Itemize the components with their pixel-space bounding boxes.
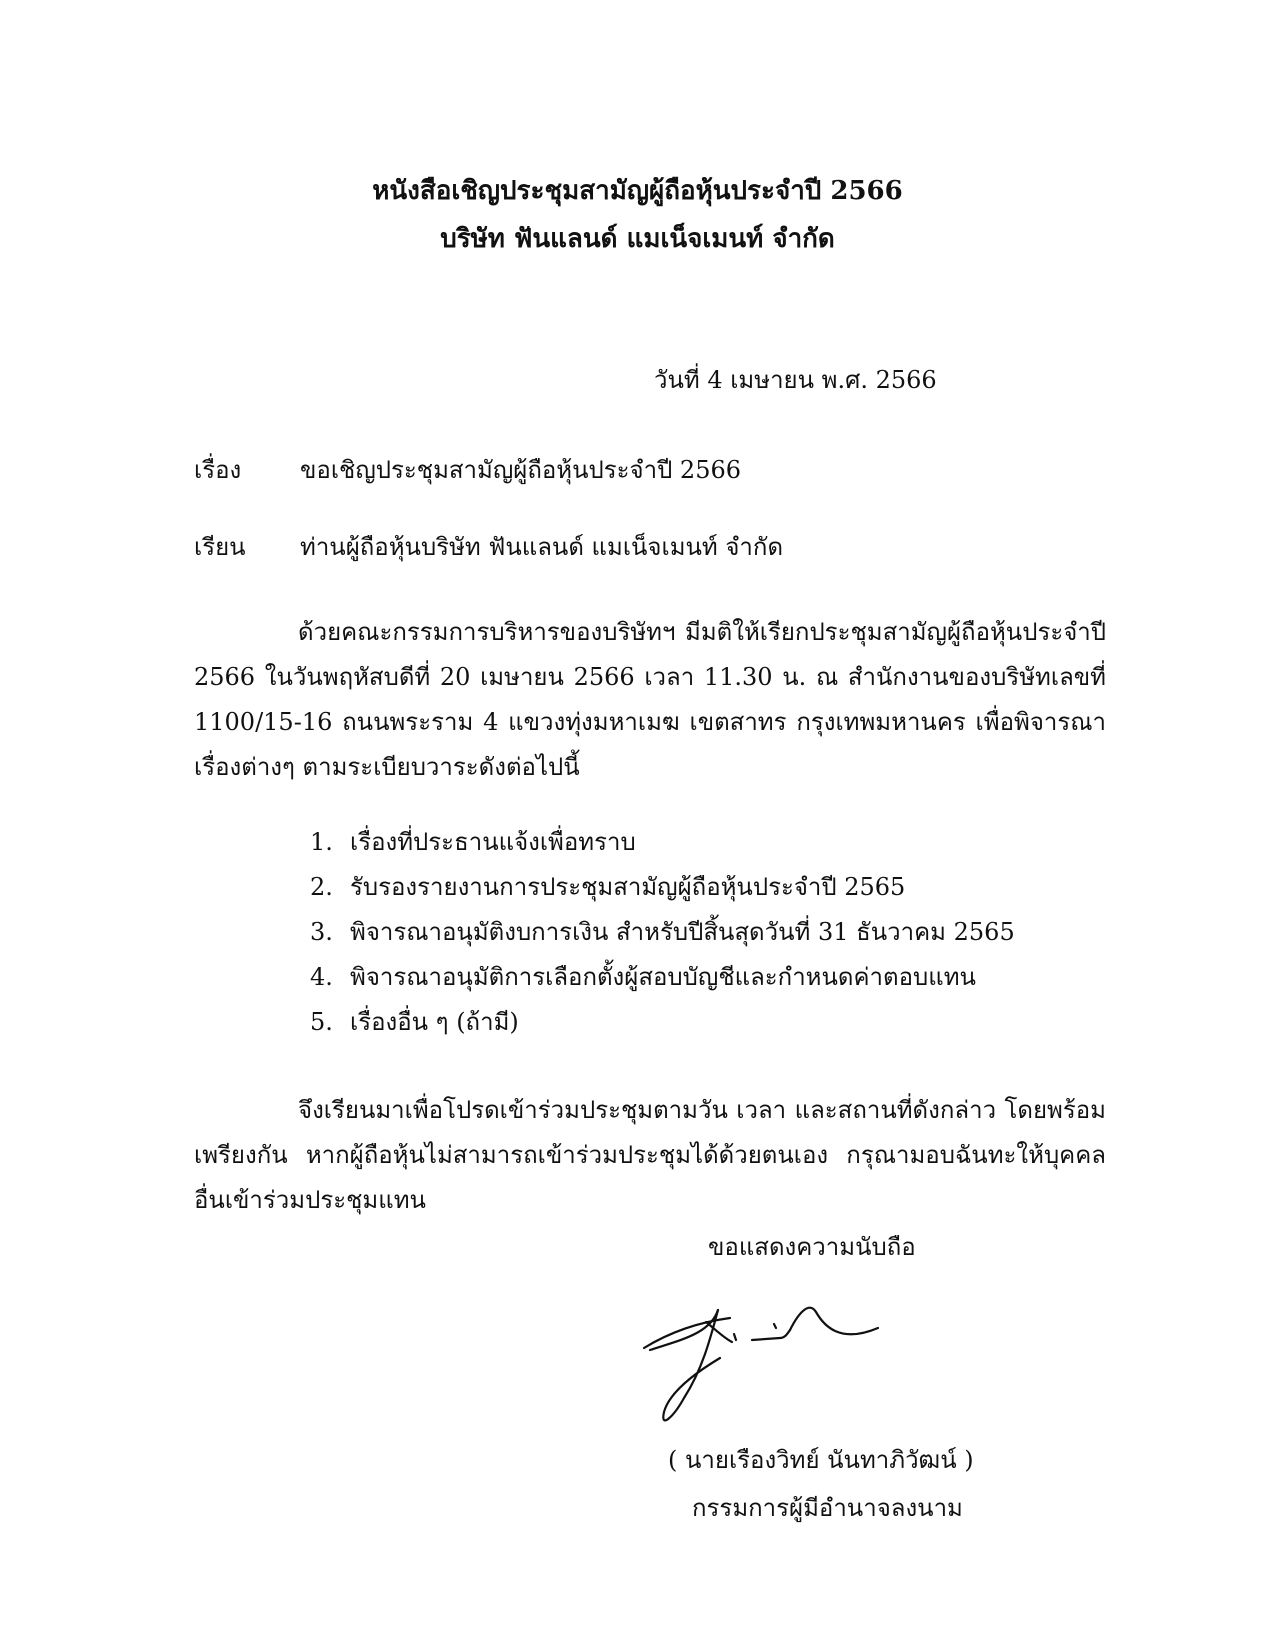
agenda-item-number: 2. xyxy=(310,873,333,901)
agenda-item xyxy=(310,1000,1015,1045)
signer-name: ( นายเรืองวิทย์ นันทาภิวัฒน์ ) xyxy=(668,1446,974,1474)
recipient-value: ท่านผู้ถือหุ้นบริษัท ฟันแลนด์ แมเน็จเมนท์ จำกัด xyxy=(300,533,784,561)
agenda-item-number: 4. xyxy=(310,963,333,991)
agenda-item xyxy=(310,820,1015,865)
agenda-item-number: 3. xyxy=(310,918,333,946)
agenda-item-text: รับรองรายงานการประชุมสามัญผู้ถือหุ้นประจำปี 2565 xyxy=(350,873,906,901)
company-name: บริษัท ฟันแลนด์ แมเน็จเมนท์ จำกัด xyxy=(440,224,835,254)
agenda-item xyxy=(310,910,1015,955)
recipient-label: เรียน xyxy=(194,533,246,561)
body-paragraph-closing: จึงเรียนมาเพื่อโปรดเข้าร่วมประชุมตามวัน เวลา และสถานที่ดังกล่าว โดยพร้อมเพรียงกัน หากผู้ถือหุ้นไม่สามารถเข้าร่วมประชุมได้ด้วยตนเอง กรุณามอบฉันทะให้บุคคลอื่นเข้าร่วมประชุมแทน xyxy=(194,1096,1106,1214)
agenda-list xyxy=(310,820,1015,1045)
agenda-item xyxy=(310,955,1015,1000)
signer-title: กรรมการผู้มีอำนาจลงนาม xyxy=(692,1494,963,1522)
agenda-item-text: เรื่องที่ประธานแจ้งเพื่อทราบ xyxy=(350,828,636,856)
signature-image xyxy=(640,1300,930,1440)
subject-value: ขอเชิญประชุมสามัญผู้ถือหุ้นประจำปี 2566 xyxy=(300,456,742,484)
document-date: วันที่ 4 เมษายน พ.ศ. 2566 xyxy=(654,366,937,394)
document-title: หนังสือเชิญประชุมสามัญผู้ถือหุ้นประจำปี 2566 xyxy=(372,176,903,206)
agenda-item xyxy=(310,865,1015,910)
subject-label: เรื่อง xyxy=(194,456,242,484)
agenda-item-text: พิจารณาอนุมัติการเลือกตั้งผู้สอบบัญชีและกำหนดค่าตอบแทน xyxy=(350,963,976,991)
closing-salutation: ขอแสดงความนับถือ xyxy=(708,1233,916,1261)
agenda-item-number: 5. xyxy=(310,1008,333,1036)
agenda-item-text: เรื่องอื่น ๆ (ถ้ามี) xyxy=(350,1008,519,1036)
body-paragraph-intro: ด้วยคณะกรรมการบริหารของบริษัทฯ มีมติให้เรียกประชุมสามัญผู้ถือหุ้นประจำปี 2566 ในวันพฤหัสบดีที่ 20 เมษายน 2566 เวลา 11.30 น. ณ สำนักงานของบริษัทเลขที่ 1100/15-16 ถนนพระราม 4 แขวงทุ่งมหาเมฆ เขตสาทร กรุงเทพมหานคร เพื่อพิจารณาเรื่องต่างๆ ตามระเบียบวาระดังต่อไปนี้ xyxy=(194,618,1106,781)
agenda-item-text: พิจารณาอนุมัติงบการเงิน สำหรับปีสิ้นสุดวันที่ 31 ธันวาคม 2565 xyxy=(350,918,1015,946)
agenda-item-number: 1. xyxy=(310,828,333,856)
